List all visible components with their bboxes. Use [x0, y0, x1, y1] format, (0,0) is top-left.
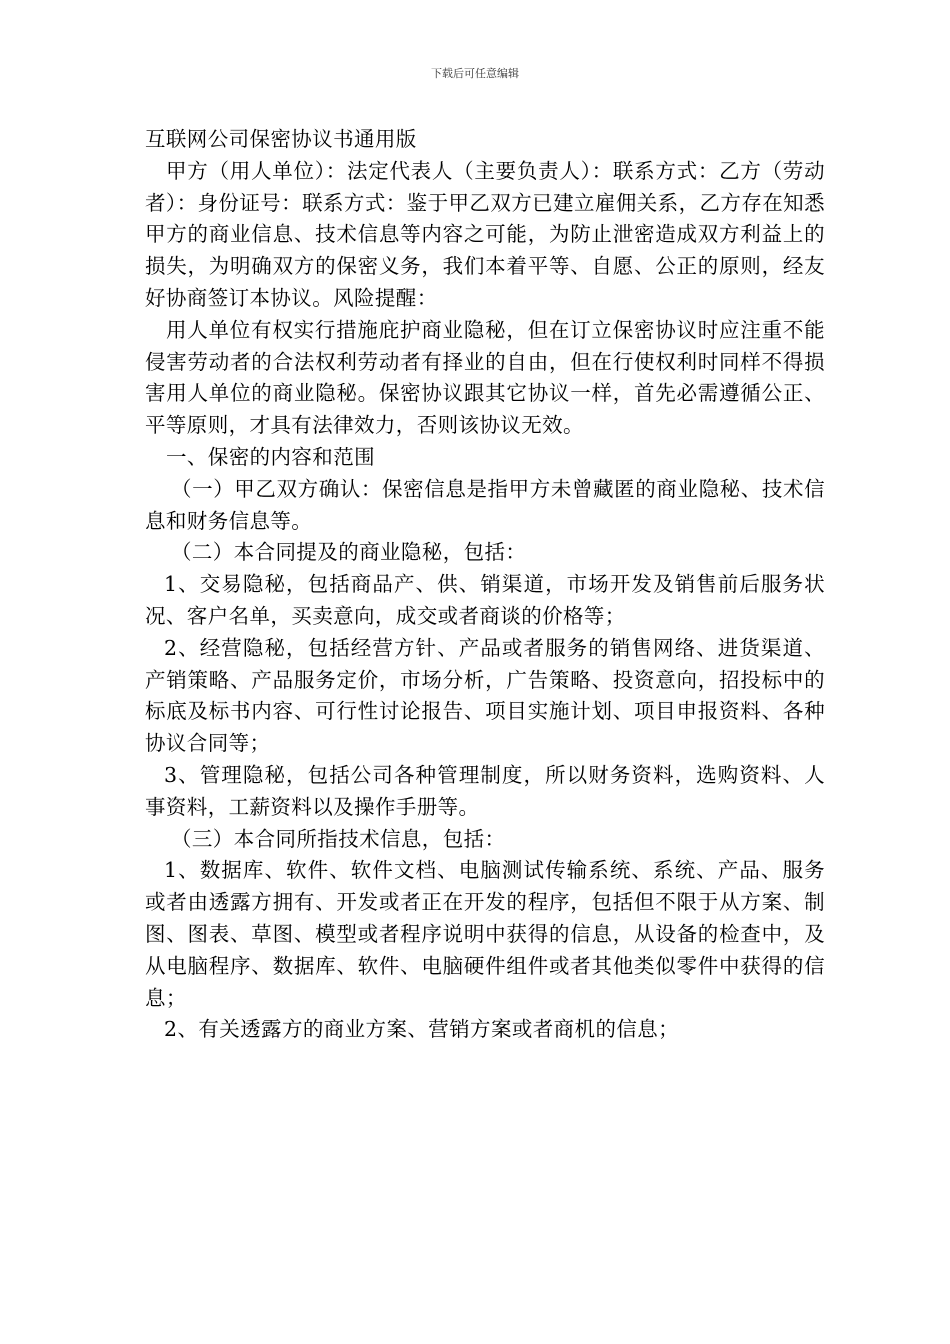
section-heading-scope: 一、保密的内容和范围	[166, 444, 375, 469]
paragraph-item-technical: 1、数据库、软件、软件文档、电脑测试传输系统、系统、产品、服务或者由透露方拥有、开发或者正在开发的程序，包括但不限于从方案、制图、图表、草图、模型或者程序说明中获得的信息，从设备的检查中，及从电脑程序、数据库、软件、电脑硬件组件或者其他类似零件中获得的信息；	[145, 858, 825, 1010]
page-header-note: 下载后可任意编辑	[431, 67, 519, 80]
document-body	[145, 124, 825, 1046]
paragraph-item-business-plan: 2、有关透露方的商业方案、营销方案或者商机的信息；	[164, 1017, 680, 1042]
paragraph-item-management: 3、管理隐秘，包括公司各种管理制度，所以财务资料，选购资料、人事资料，工薪资料以及操作手册等。	[145, 762, 825, 819]
paragraph-clause-2: （二）本合同提及的商业隐秘，包括：	[171, 540, 527, 565]
paragraph-item-operation: 2、经营隐秘，包括经营方针、产品或者服务的销售网络、进货渠道、产销策略、产品服务定价，市场分析，广告策略、投资意向，招投标中的标底及标书内容、可行性讨论报告、项目实施计划、项目申报资料、各种协议合同等；	[145, 635, 825, 756]
paragraph-clause-1: （一）甲乙双方确认：保密信息是指甲方未曾藏匿的商业隐秘、技术信息和财务信息等。	[145, 476, 825, 533]
paragraph-clause-3: （三）本合同所指技术信息，包括：	[171, 826, 506, 851]
paragraph-parties: 甲方（用人单位）：法定代表人（主要负责人）：联系方式：乙方（劳动者）：身份证号：联系方式：鉴于甲乙双方已建立雇佣关系，乙方存在知悉甲方的商业信息、技术信息等内容之可能，为防止泄密造成双方利益上的损失，为明确双方的保密义务，我们本着平等、自愿、公正的原则，经友好协商签订本协议。风险提醒：	[145, 158, 825, 310]
paragraph-item-trade: 1、交易隐秘，包括商品产、供、销渠道，市场开发及销售前后服务状况、客户名单，买卖意向，成交或者商谈的价格等；	[145, 572, 825, 628]
paragraph-risk-note: 用人单位有权实行措施庇护商业隐秘，但在订立保密协议时应注重不能侵害劳动者的合法权利劳动者有择业的自由，但在行使权利时同样不得损害用人单位的商业隐秘。保密协议跟其它协议一样，首先必需遵循公正、平等原则，才具有法律效力，否则该协议无效。	[145, 317, 825, 438]
document-title: 互联网公司保密协议书通用版	[145, 127, 417, 151]
